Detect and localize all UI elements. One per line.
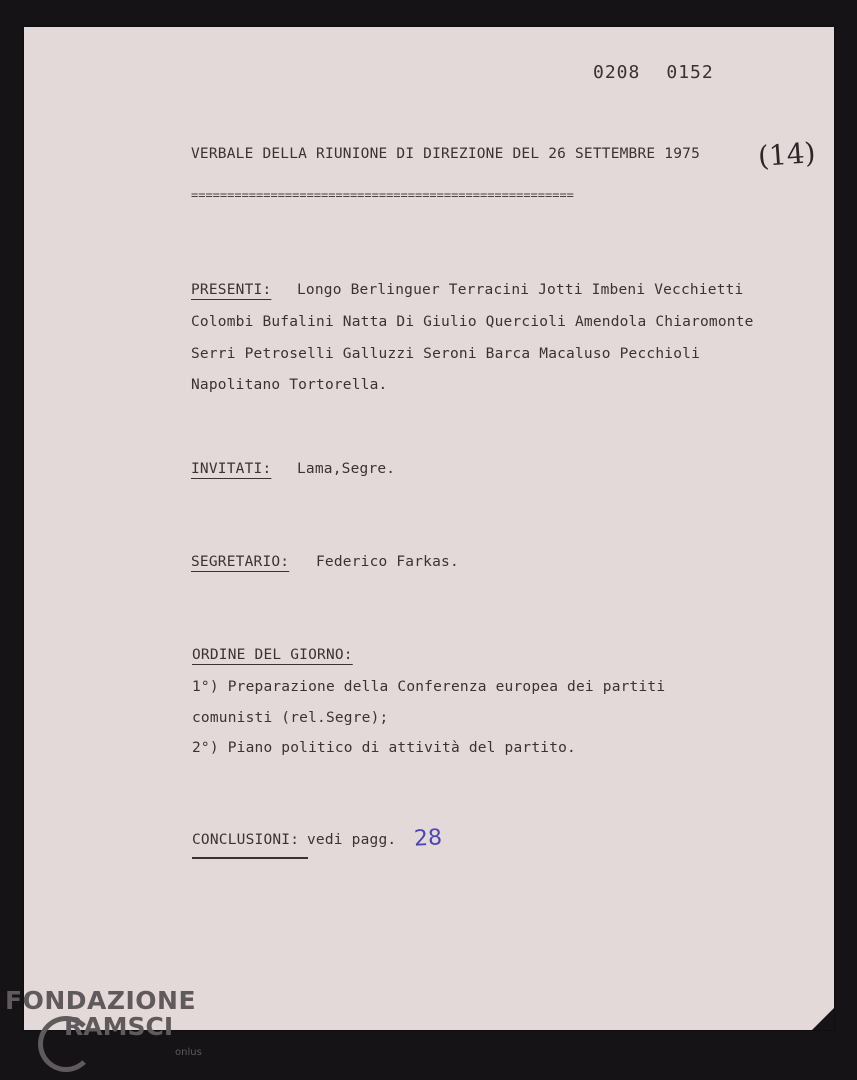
invitati-value: Lama,Segre.: [297, 461, 396, 477]
ordine-line-3: 2°) Piano politico di attività del partito.: [192, 740, 576, 756]
handwritten-page-number: 28: [413, 825, 443, 852]
conclusioni-label: CONCLUSIONI:: [192, 832, 300, 848]
watermark-line3: onlus: [175, 1047, 202, 1058]
ordine-label: ORDINE DEL GIORNO:: [192, 647, 353, 663]
presenti-line-2: Colombi Bufalini Natta Di Giulio Quercioli Amendola Chiaromonte: [191, 314, 754, 330]
archive-number: [593, 62, 714, 83]
presenti-line-4: Napolitano Tortorella.: [191, 377, 388, 393]
ordine-line-2: comunisti (rel.Segre);: [192, 710, 389, 726]
watermark-line1: FONDAZIONE: [5, 986, 197, 1015]
segretario-value: Federico Farkas.: [316, 554, 459, 570]
presenti-line-1: Longo Berlinguer Terracini Jotti Imbeni Vecchietti: [297, 282, 744, 298]
document-page: [24, 27, 834, 1030]
invitati-label: INVITATI:: [191, 461, 272, 477]
ordine-line-1: 1°) Preparazione della Conferenza europea dei partiti: [192, 679, 666, 695]
presenti-line-3: Serri Petroselli Galluzzi Seroni Barca Macaluso Pecchioli: [191, 346, 700, 362]
document-title: VERBALE DELLA RIUNIONE DI DIREZIONE DEL 26 SETTEMBRE 1975: [191, 146, 700, 162]
title-rule: =====================================================: [191, 188, 574, 202]
archive-number-left: 0208: [593, 62, 641, 83]
archive-number-right: 0152: [666, 62, 714, 83]
conclusioni-underline: [192, 857, 308, 859]
conclusioni-text: vedi pagg.: [307, 832, 397, 848]
segretario-label: SEGRETARIO:: [191, 554, 290, 570]
watermark-line2: RAMSCI: [64, 1012, 174, 1041]
handwritten-folio: (14): [756, 136, 817, 173]
presenti-label: PRESENTI:: [191, 282, 272, 298]
